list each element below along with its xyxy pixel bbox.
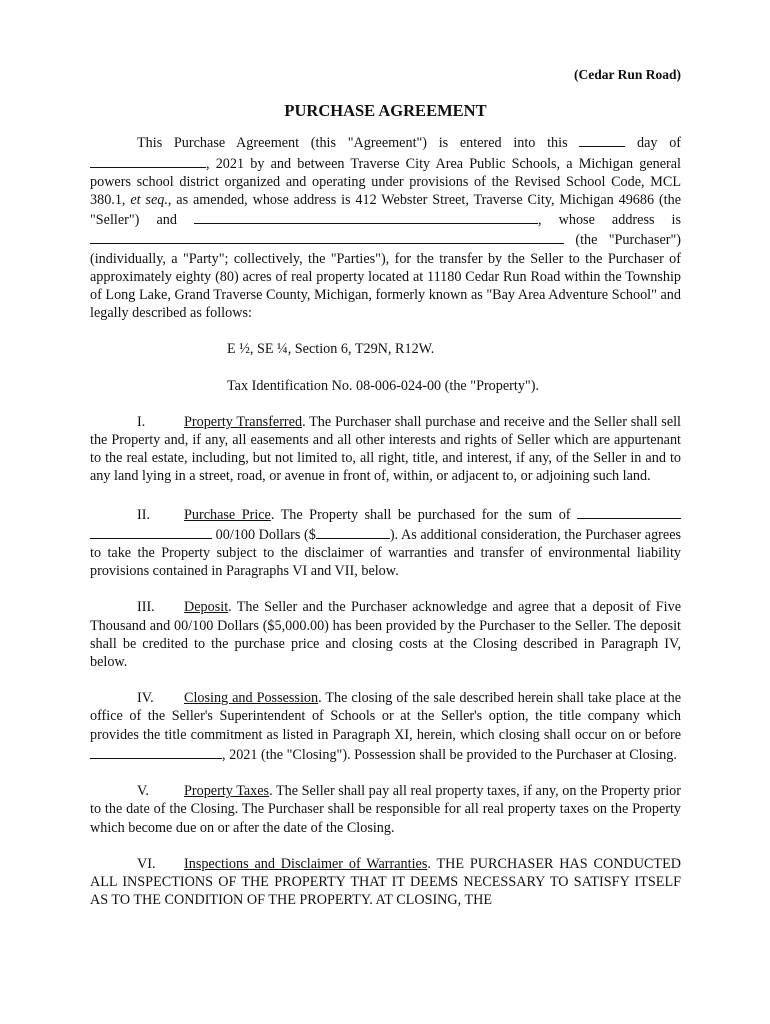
section-6-text: . THE PURCHASER HAS CONDUCTED ALL INSPECTIONS OF THE PROPERTY THAT IT DEEMS NECESSARY TO SATISFY ITSELF AS TO THE CONDITION OF THE PROPERTY. AT CLOSING, THE — [90, 855, 681, 909]
legal-description: E ½, SE ¼, Section 6, T29N, R12W. — [227, 341, 435, 358]
section-4-text-2: , 2021 (the "Closing"). Possession shall be provided to the Purchaser at Closing. — [222, 746, 677, 763]
section-4-heading: Closing and Possession — [184, 690, 319, 707]
section-6 — [90, 855, 681, 910]
section-1 — [90, 413, 681, 486]
section-1-text: . The Purchaser shall purchase and receive and the Seller shall sell the Property and, if any, all easements and all other interests and rights of Seller which are appurtenant to the real estate, including, but not limited to, all right, title, and interest, if any, of the Seller in and to any land lying in a street, road, or avenue in front of, within, or adjacent to, or adjoining such land. — [90, 413, 681, 485]
intro-text-2: day of — [637, 135, 682, 152]
section-2 — [90, 504, 681, 581]
purchaser-name-blank — [194, 209, 538, 224]
et-seq-text: et seq. — [130, 192, 168, 209]
day-blank — [579, 132, 625, 147]
section-2-text-1: . The Property shall be purchased for the sum of — [270, 506, 571, 523]
price-words-blank-2 — [90, 524, 212, 539]
purchaser-address-blank — [90, 229, 564, 244]
section-5-number: V. — [137, 783, 149, 800]
section-6-heading: Inspections and Disclaimer of Warranties — [184, 855, 428, 872]
intro-text-4: , as amended, whose address is 412 Webster Street, Traverse City, Michigan 49686 (the "Seller") and — [90, 192, 682, 229]
document-page — [90, 66, 681, 909]
price-amount-blank — [316, 524, 390, 539]
intro-paragraph — [90, 132, 681, 322]
price-words-blank-1 — [577, 504, 681, 519]
section-5-heading: Property Taxes — [184, 783, 270, 800]
intro-text-1: This Purchase Agreement (this "Agreement") is entered into this — [137, 135, 568, 152]
section-1-heading: Property Transferred — [184, 413, 303, 430]
section-4-number: IV. — [137, 690, 154, 707]
section-3-text: . The Seller and the Purchaser acknowledge and agree that a deposit of Five Thousand and 00/100 Dollars ($5,000.00) has been provided by the Purchaser to the Seller. The deposit shall be credited to the purchase price and closing costs at the Closing described in Paragraph IV, below. — [90, 599, 681, 671]
intro-text-6: (the "Purchaser") (individually, a "Party"; collectively, the "Parties"), for the transfer by the Seller to the Purchaser of approximately eighty (80) acres of real property located at 11180 Cedar Run Road within the Township of Long Lake, Grand Traverse County, Michigan, formerly known as "Bay Area Adventure School" and legally described as follows: — [90, 232, 681, 322]
section-5 — [90, 782, 681, 837]
section-2-text-3: ). As additional consideration, the Purchaser agrees to take the Property subject to the disclaimer of warranties and transfer of environmental liability provisions contained in Paragraphs VI and VII, below. — [90, 526, 682, 580]
section-2-number: II. — [137, 506, 150, 523]
section-3-number: III. — [137, 599, 155, 616]
section-3 — [90, 598, 681, 671]
section-4-text-1: . The closing of the sale described herein shall take place at the office of the Seller's Superintendent of Schools or at the Seller's option, the title company which provides the title commitment as listed in Paragraph XI, herein, which closing shall occur on or before — [90, 690, 681, 743]
document-reference: (Cedar Run Road) — [573, 67, 681, 82]
document-title: PURCHASE AGREEMENT — [284, 101, 487, 121]
section-5-text: . The Seller shall pay all real property taxes, if any, on the Property prior to the date of the Closing. The Purchaser shall be responsible for all real property taxes on the Property which become due on or after the date of the Closing. — [90, 783, 681, 836]
intro-text-3: , 2021 by and between Traverse City Area Public Schools, a Michigan general powers school district organized and operating under provisions of the Revised School Code, MCL 380.1, — [90, 155, 681, 209]
section-6-number: VI. — [137, 855, 156, 872]
section-4 — [90, 689, 681, 764]
month-blank — [90, 153, 206, 168]
section-3-heading: Deposit — [184, 599, 229, 616]
section-2-text-2: 00/100 Dollars ($ — [215, 526, 316, 543]
tax-identification: Tax Identification No. 08-006-024-00 (the "Property"). — [227, 377, 539, 394]
section-2-heading: Purchase Price — [184, 506, 271, 523]
section-1-number: I. — [137, 413, 146, 430]
closing-date-blank — [90, 744, 222, 759]
intro-text-5: , whose address is — [538, 212, 682, 229]
